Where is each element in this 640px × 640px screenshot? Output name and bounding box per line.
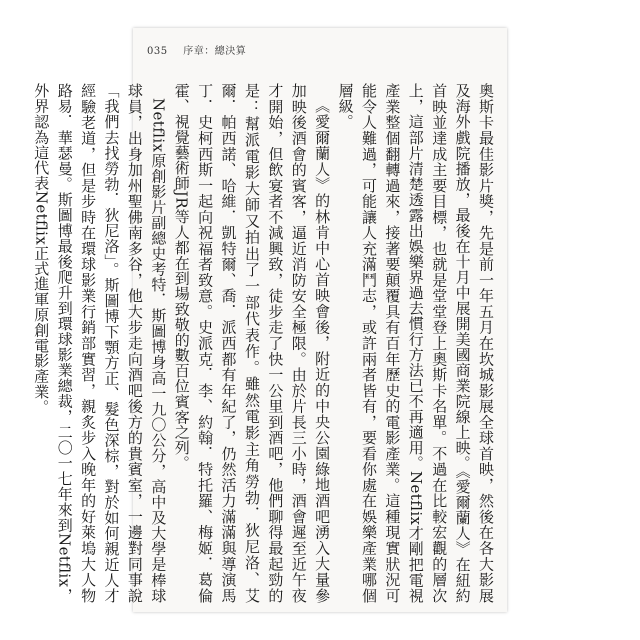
- paragraph-1: 奧斯卡最佳影片獎，先是前一年五月在坎城影展全球首映，然後在各大影展及海外戲院播放，最後在十月中展開美國商業院線上映。《愛爾蘭人》在紐約首映並達成主要目標，也就是堂堂登上奧斯卡名單。不過在比較宏觀的層次上，這部片清楚透露出娛樂界過去慣行方法已不再適用。Netflix才剛把電視產業整個翻轉過來，接著要顛覆具有百年歷史的電影產業。這種現實狀況可能令人難過，可能讓人充滿鬥志，或許兩者皆有，要看你處在娛樂產業哪個層級。: [336, 83, 495, 603]
- page-number: 035: [147, 46, 168, 57]
- chapter-title: 序章：總決算: [183, 46, 247, 57]
- book-page: [32, 28, 507, 612]
- paragraph-2: 《愛爾蘭人》的林肯中心首映會後，附近的中央公園綠地酒吧湧入大量參加映後酒會的賓客，逼近消防安全極限。由於片長三小時，酒會遲至近午夜才開始，但飲宴者不減興致，徒步走了快一公里到酒吧，他們聊得最起勁的是：幫派電影大師又拍出了一部代表作。雖然電影主角勞勃．狄尼洛、艾爾．帕西諾、哈維．凱特爾、喬．派西都有年紀了，仍然活力滿滿與導演馬丁．史柯西斯一起向祝福者致意。史派克．李、約翰．特托羅、梅姬．葛倫霍、視覺藝術師JR等人都在到場致敬的數百位賓客之列。: [172, 83, 332, 603]
- body-text: [32, 83, 497, 603]
- paragraph-3: Netflix原創影片副總史考特．斯圖博身高一九〇公分，高中及大學是棒球球員，出身加州聖佛南多谷，他大步走向酒吧後方的貴賓室，一邊對同事說「我們去找勞勃．狄尼洛」。斯圖博下顎方正、髮色深棕，對於如何親近人才經驗老道，但是步時在環球影業行銷部實習，親炙步入晚年的好萊塢大人物路易．華瑟曼。斯圖博最後爬升到環球影業總裁，二〇一七年來到Netflix，外界認為這代表Netflix正式進軍原創電影產業。: [32, 83, 168, 603]
- running-header: [147, 42, 246, 57]
